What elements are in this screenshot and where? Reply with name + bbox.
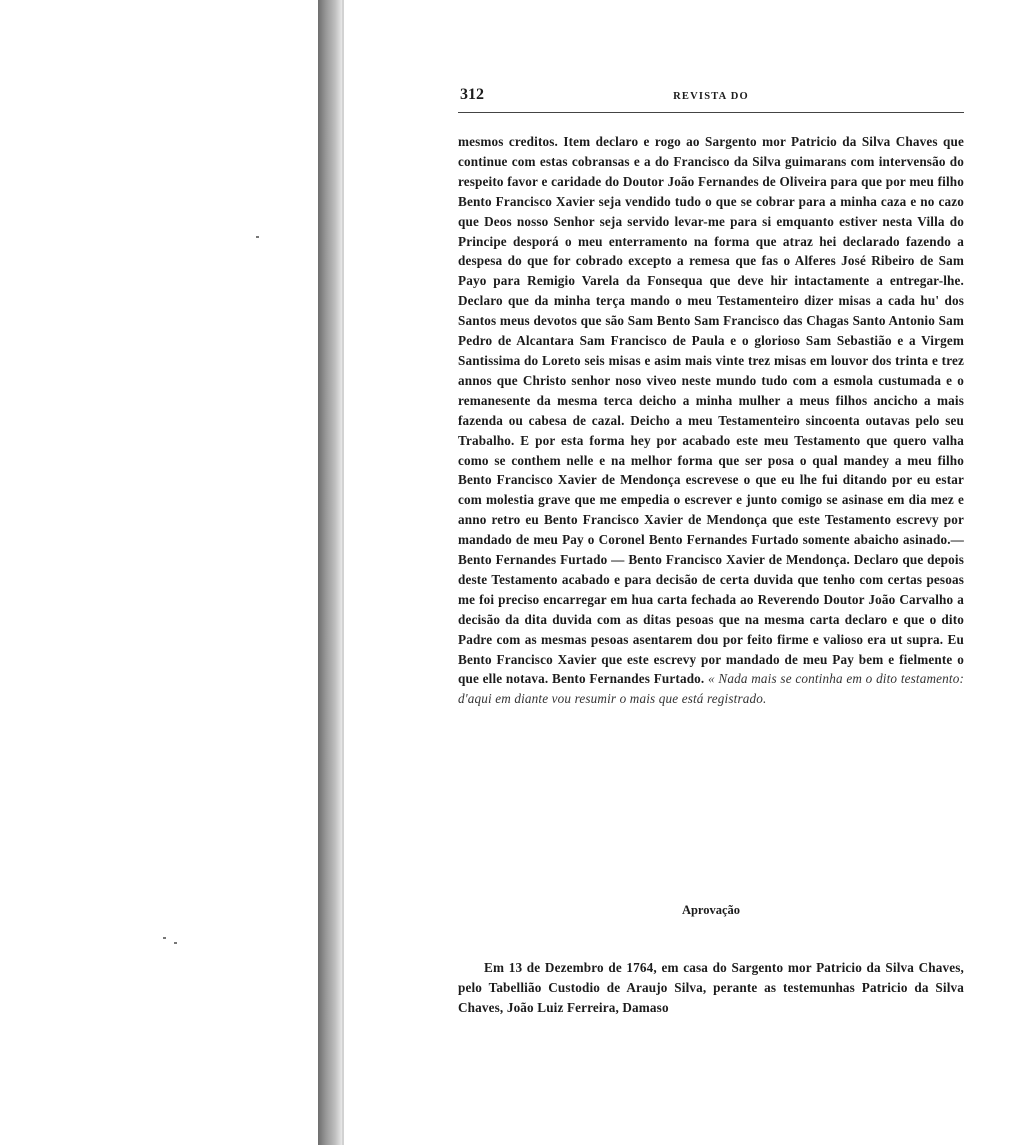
scan-speck bbox=[256, 236, 259, 238]
gutter-edge bbox=[342, 0, 344, 1145]
scan-speck bbox=[174, 942, 177, 944]
scan-speck bbox=[163, 937, 166, 939]
running-head: REVISTA DO bbox=[673, 91, 749, 102]
page-header bbox=[458, 86, 964, 116]
page-number: 312 bbox=[460, 86, 484, 103]
main-paragraph: mesmos creditos. Item declaro e rogo ao Sargento mor Patricio da Silva Chaves que continue com estas cobransas e a do Francisco da Silva guimarans com intervensão do respeito favor e caridade do Doutor João Fernandes de Oliveira para que por meu filho Bento Francisco Xavier seja vendido tudo o que se cobrar para a minha caza e no cazo que Deos nosso Senhor seja servido levar-me para si emquanto estiver nesta Villa do Principe desporá o meu enterramento na forma que atraz hei declarado fazendo a despesa do que for cobrado excepto a remesa que fas o Alferes José Ribeiro de Sam Payo para Remigio Varela da Fonsequa que deve hir intactamente a entregar-lhe. Declaro que da minha terça mando o meu Testamenteiro dizer misas a cada hu' dos Santos meus devotos que são Sam Bento Sam Francisco das Chagas Santo Antonio Sam Pedro de Alcantara Sam Francisco de Paula e o glorioso Sam Sebastião e a Virgem Santissima do Loreto seis misas e asim mais vinte trez misas em louvor dos trinta e trez annos que Christo senhor noso viveo neste mundo tudo com a esmola custumada e o remanesente da mesma terca deicho a minha mulher a meus filhos ancicho a mais fazenda ou cabesa de cazal. Deicho a meu Testamenteiro sincoenta outavas pelo seu Trabalho. E por esta forma hey por acabado este meu Testamento que quero valha como se conthem nelle e na melhor forma que ser posa o qual mandey a meu filho Bento Francisco Xavier de Mendonça escrevese o que eu lhe fui ditando por eu estar com molestia grave que me empedia o escrever e junto comigo se asinase em dia mez e anno retro eu Bento Francisco Xavier de Mendonça que este Testamento escrevy por mandado de meu Pay o Coronel Bento Fernandes Furtado somente abaicho asinado.— Bento Fernandes Furtado — Bento Francisco Xavier de Mendonça. Declaro que depois deste Testamento acabado e para decisão de certa duvida que tenho com certas pesoas me foi preciso encarregar em hua carta fechada ao Reverendo Doutor João Carvalho a decisão da dita duvida com as ditas pesoas que na mesma carta declaro e que o dito Padre com as mesmas pesoas asentarem dou por feito firme e valioso era ut supra. Eu Bento Francisco Xavier que este escrevy por mandado de meu Pay bem e fielmente o que elle notava. Bento Fernandes Furtado. bbox=[458, 134, 964, 687]
section-title: Aprovação bbox=[681, 903, 741, 917]
header-rule bbox=[458, 112, 964, 113]
binding-gutter bbox=[318, 0, 342, 1145]
editor-note: « Nada mais se continha em o dito testamento: d'aqui em diante vou resumir o mais que está registrado. bbox=[458, 671, 965, 707]
approval-paragraph: Em 13 de Dezembro de 1764, em casa do Sargento mor Patricio da Silva Chaves, pelo Tabellião Custodio de Araujo Silva, perante as testemunhas Patricio da Silva Chaves, João Luiz Ferreira, Damaso bbox=[458, 960, 964, 1015]
main-text-block bbox=[458, 132, 964, 709]
